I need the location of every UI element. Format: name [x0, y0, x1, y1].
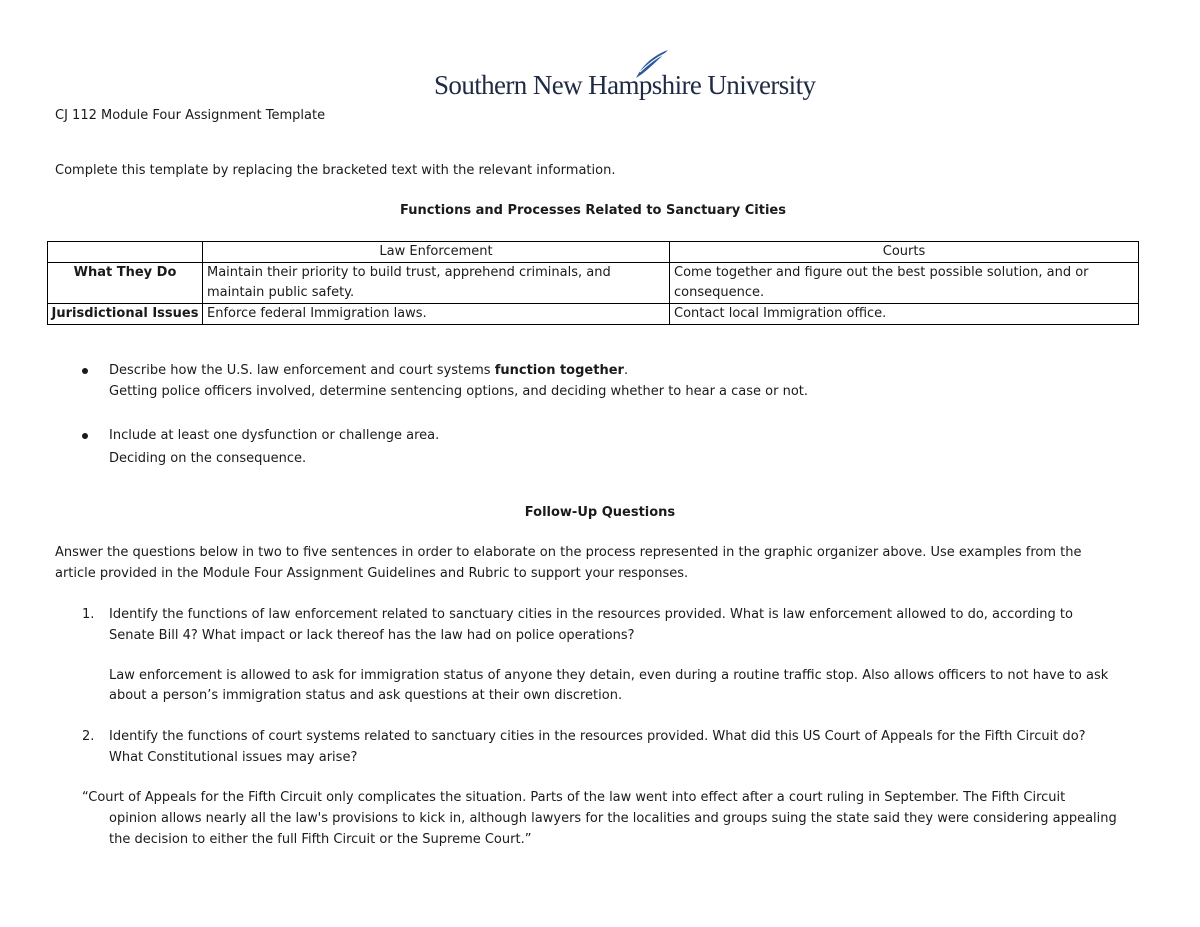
bullet-dot: [82, 433, 88, 439]
table-cell: Contact local Immigration office.: [670, 304, 1139, 325]
university-logo: [432, 48, 816, 104]
row-label: Jurisdictional Issues: [48, 304, 203, 325]
section2-intro: article provided in the Module Four Assignment Guidelines and Rubric to support your responses.: [55, 566, 689, 581]
prompt-text: .: [623, 363, 629, 378]
cell-line: consequence.: [674, 285, 765, 300]
logo-text: Southern New Hampshire University: [434, 70, 816, 100]
answer-text: “Court of Appeals for the Fifth Circuit only complicates the situation. Parts of the law went into effect after a court ruling in September. The Fifth Circuit: [82, 790, 1066, 805]
answer-text: the decision to either the full Fifth Circuit or the Supreme Court.”: [109, 832, 532, 847]
answer-text: opinion allows nearly all the law's provisions to kick in, although lawyers for the localities and groups suing the state said they were considering appealing: [109, 811, 1117, 826]
table-cell: [203, 263, 670, 304]
bullet-answer: Getting police officers involved, determine sentencing options, and deciding whether to hear a case or not.: [109, 384, 809, 399]
question-text: Identify the functions of law enforcement related to sanctuary cities in the resources provided. What is law enforcement allowed to do, according to: [109, 607, 1073, 622]
question-number: 1.: [82, 607, 95, 622]
bullet-prompt: Include at least one dysfunction or challenge area.: [109, 428, 440, 443]
bullet-prompt: [109, 361, 628, 381]
cell-line: maintain public safety.: [207, 285, 355, 300]
table-row: [48, 304, 1139, 325]
table-row: [48, 263, 1139, 304]
row-label: What They Do: [48, 263, 203, 304]
question-number: 2.: [82, 729, 95, 744]
bullet-dot: [82, 368, 88, 374]
prompt-emphasis: function together: [494, 363, 624, 378]
section2-heading: Follow-Up Questions: [524, 505, 676, 520]
table-cell: Enforce federal Immigration laws.: [203, 304, 670, 325]
cell-line: Come together and figure out the best possible solution, and or: [674, 265, 1089, 280]
question-text: Identify the functions of court systems related to sanctuary cities in the resources provided. What did this US Court of Appeals for the Fifth Circuit do?: [109, 729, 1086, 744]
document-title: CJ 112 Module Four Assignment Template: [55, 108, 326, 123]
answer-text: about a person’s immigration status and ask questions at their own discretion.: [109, 688, 623, 703]
cell-line: Maintain their priority to build trust, apprehend criminals, and: [207, 265, 611, 280]
instructions: Complete this template by replacing the bracketed text with the relevant information.: [55, 163, 616, 178]
functions-table: [47, 241, 1139, 325]
question-text: Senate Bill 4? What impact or lack thereof has the law had on police operations?: [109, 628, 635, 643]
answer-text: Law enforcement is allowed to ask for immigration status of anyone they detain, even during a routine traffic stop. Also allows officers to not have to ask: [109, 668, 1109, 683]
table-header-cell: Law Enforcement: [203, 242, 670, 263]
question-text: What Constitutional issues may arise?: [109, 750, 358, 765]
table-header-cell: Courts: [670, 242, 1139, 263]
prompt-text: Describe how the U.S. law enforcement and court systems: [109, 363, 495, 378]
table-cell: [670, 263, 1139, 304]
section1-heading: Functions and Processes Related to Sanctuary Cities: [400, 203, 786, 218]
table-header-cell: [48, 242, 203, 263]
table-header-row: [48, 242, 1139, 263]
section2-intro: Answer the questions below in two to five sentences in order to elaborate on the process represented in the graphic organizer above. Use examples from the: [55, 545, 1082, 560]
bullet-answer: Deciding on the consequence.: [109, 451, 307, 466]
